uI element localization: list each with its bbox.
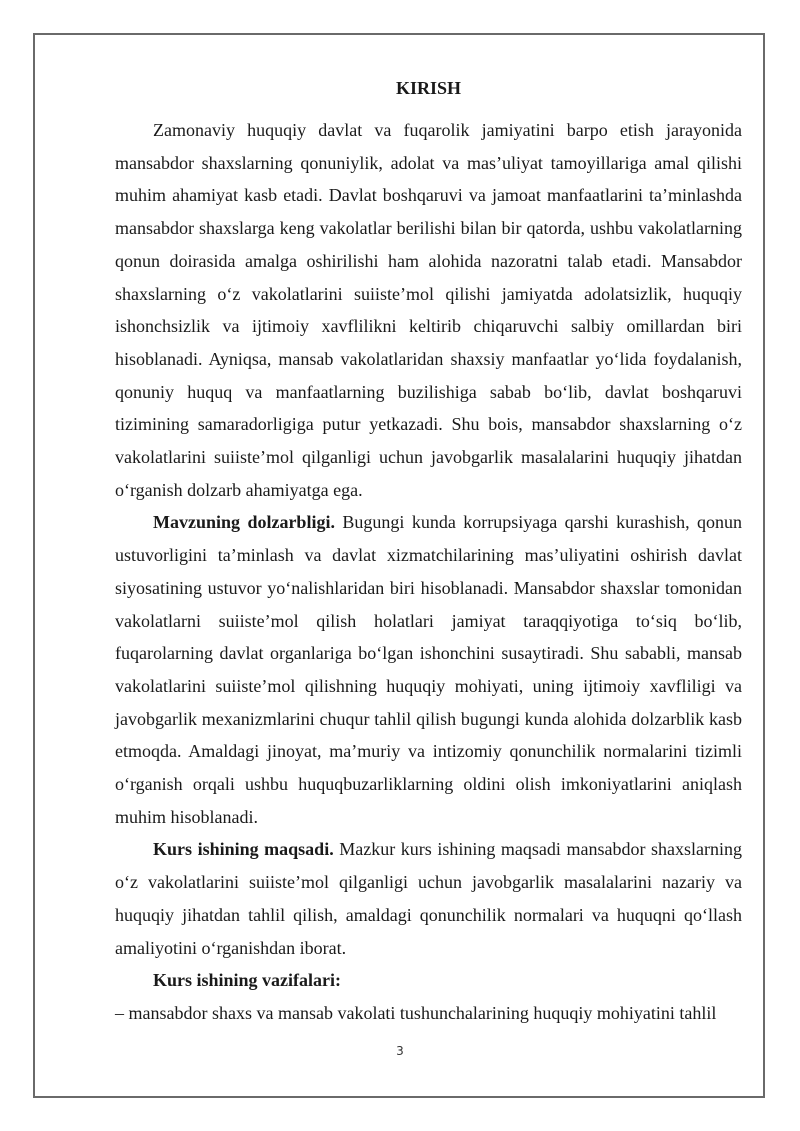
aim-heading: Kurs ishining maqsadi. (153, 839, 334, 860)
aim-text: Mazkur kurs ishining maqsadi mansabdor shaxslarning o‘z vakolatlarini suiiste’mol qilganligi uchun javobgarlik masalalarini nazariy va huquqiy jihatdan tahlil qilish, amaldagi qonunchilik normalari va huquqni qo‘llash amaliyotini o‘rganishdan iborat. (115, 839, 742, 958)
tasks-heading: Kurs ishining vazifalari: (153, 970, 342, 991)
page-number: 3 (396, 1044, 404, 1058)
task-item: – mansabdor shaxs va mansab vakolati tushunchalarining huquqiy mohiyatini tahlil (115, 1002, 717, 1023)
relevance-heading: Mavzuning dolzarbligi. (153, 512, 335, 533)
intro-paragraph: Zamonaviy huquqiy davlat va fuqarolik jamiyatini barpo etish jarayonida mansabdor shaxslarning qonuniylik, adolat va mas’uliyat tamoyillariga amal qilishi muhim ahamiyat kasb etadi. Davlat boshqaruvi va jamoat manfaatlarini ta’minlashda mansabdor shaxslarga keng vakolatlar berilishi bilan bir qatorda, ushbu vakolatlarning qonun doirasida amalga oshirilishi ham alohida nazoratni talab etadi. Mansabdor shaxslarning o‘z vakolatlarini suiiste’mol qilishi jamiyatda adolatsizlik, huquqiy ishonchsizlik va ijtimoiy xavflilikni keltirib chiqaruvchi salbiy omillardan biri hisoblanadi. Ayniqsa, mansab vakolatlaridan shaxsiy manfaatlar yo‘lida foydalanish, qonuniy huquq va manfaatlarning buzilishiga sabab bo‘lib, davlat boshqaruvi tizimining samaradorligiga putur yetkazadi. Shu bois, mansabdor shaxslarning o‘z vakolatlarini suiiste’mol qilganligi uchun javobgarlik masalalarini huquqiy jihatdan o‘rganish dolzarb ahamiyatga ega. (115, 120, 742, 500)
relevance-text: Bugungi kunda korrupsiyaga qarshi kurashish, qonun ustuvorligini ta’minlash va davlat xizmatchilarining mas’uliyatini oshirish davlat siyosatining ustuvor yo‘nalishlaridan biri hisoblanadi. Mansabdor shaxslar tomonidan vakolatlarni suiiste’mol qilish holatlari jamiyat taraqqiyotiga to‘siq bo‘lib, fuqarolarning davlat organlariga bo‘lgan ishonchini susaytiradi. Shu sababli, mansab vakolatlarini suiiste’mol qilishning huquqiy mohiyati, uning ijtimoiy xavfliligi va javobgarlik mexanizmlarini chuqur tahlil qilish bugungi kunda alohida dolzarblik kasb etmoqda. Amaldagi jinoyat, ma’muriy va intizomiy qonunchilik normalarini tizimli o‘rganish orqali ushbu huquqbuzarliklarning oldini olish imkoniyatlarini aniqlash muhim hisoblanadi. (115, 512, 743, 827)
document-title: KIRISH (395, 78, 462, 98)
aim-paragraph (115, 833, 742, 964)
tasks-heading-paragraph (115, 964, 742, 997)
document-body (115, 74, 742, 1030)
relevance-paragraph (115, 506, 742, 833)
